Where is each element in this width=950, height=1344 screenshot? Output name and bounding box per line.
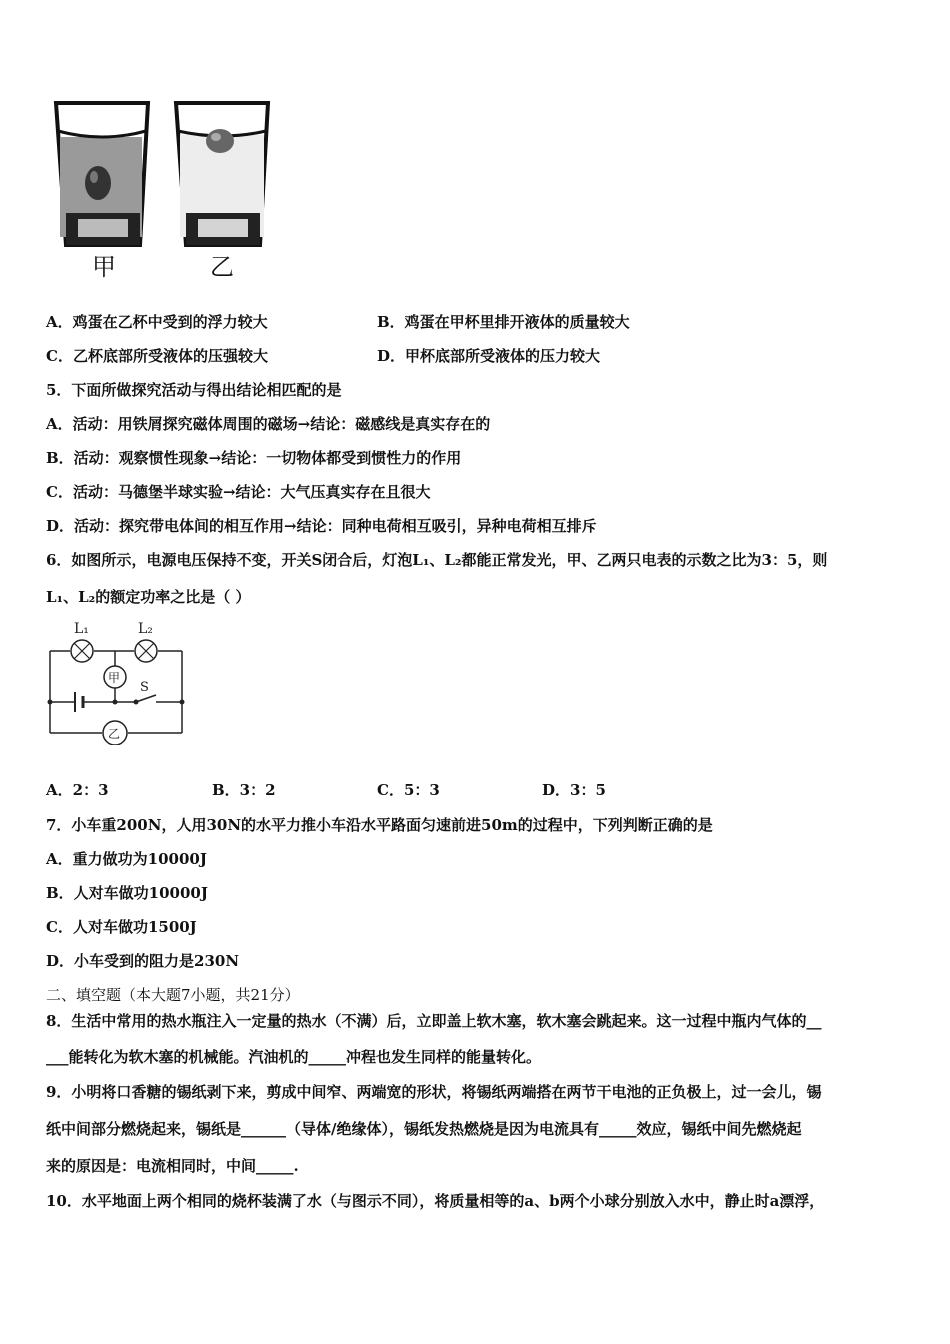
q7-option-a: A．重力做功为10000J: [46, 850, 207, 868]
q10-line1: 10．水平地面上两个相同的烧杯装满了水（与图示不同），将质量相等的a、b两个小球分别放入水中，静止时a漂浮，: [46, 1192, 825, 1210]
lamp-l2: [135, 640, 157, 662]
svg-text:甲: 甲: [108, 671, 121, 685]
q7-option-d: D．小车受到的阻力是230N: [46, 952, 240, 970]
q4-option-b: B．鸡蛋在甲杯里排开液体的质量较大: [377, 313, 630, 331]
label-jia: 甲: [92, 253, 116, 281]
q4-option-d: D．甲杯底部所受液体的压力较大: [377, 347, 601, 365]
q7-stem: 7．小车重200N，人用30N的水平力推小车沿水平路面匀速前进50m的过程中，下列判断正确的是: [46, 816, 713, 834]
label-switch: S: [140, 680, 149, 695]
circuit-diagram: [44, 615, 189, 745]
label-l1: L₁: [74, 621, 89, 637]
egg-floating: [206, 129, 234, 153]
q4-option-a: A．鸡蛋在乙杯中受到的浮力较大: [46, 313, 268, 331]
q9-line2: 纸中间部分燃烧起来，锡纸是______（导体/绝缘体），锡纸发热燃烧是因为电流具有_____效应，锡纸中间先燃烧起: [46, 1120, 802, 1138]
q5-option-b: B．活动：观察惯性现象→结论：一切物体都受到惯性力的作用: [46, 449, 462, 467]
q5-option-a: A．活动：用铁屑探究磁体周围的磁场→结论：磁感线是真实存在的: [46, 415, 491, 433]
q5-stem: 5．下面所做探究活动与得出结论相匹配的是: [46, 381, 342, 399]
svg-text:乙: 乙: [108, 727, 121, 741]
q8-line2: ___能转化为软木塞的机械能。汽油机的_____冲程也发生同样的能量转化。: [46, 1048, 542, 1066]
q6-option-a: A．2：3: [46, 781, 109, 799]
lamp-l1: [71, 640, 93, 662]
q7-option-b: B．人对车做功10000J: [46, 884, 208, 902]
q6-option-b: B．3：2: [212, 781, 276, 799]
q8-line1: 8．生活中常用的热水瓶注入一定量的热水（不满）后，立即盖上软木塞，软木塞会跳起来。这一过程中瓶内气体的__: [46, 1012, 822, 1030]
q9-line3: 来的原因是：电流相同时，中间_____.: [46, 1157, 299, 1175]
q7-option-c: C．人对车做功1500J: [46, 918, 197, 936]
q6-stem-line1: 6．如图所示，电源电压保持不变，开关S闭合后，灯泡L₁、L₂都能正常发光，甲、乙两只电表的示数之比为3：5，则: [46, 551, 828, 569]
label-l2: L₂: [138, 621, 153, 637]
q4-option-c: C．乙杯底部所受液体的压强较大: [46, 347, 268, 365]
beaker-yi: [176, 103, 268, 245]
beaker-jia: [56, 103, 148, 245]
label-yi: 乙: [210, 253, 234, 281]
q5-option-c: C．活动：马德堡半球实验→结论：大气压真实存在且很大: [46, 483, 431, 501]
q5-option-d: D．活动：探究带电体间的相互作用→结论：同种电荷相互吸引，异种电荷相互排斥: [46, 517, 597, 535]
egg-sunk: [85, 166, 111, 200]
meter-jia: [104, 666, 126, 688]
meter-yi: [103, 721, 127, 745]
q6-stem-line2: L₁、L₂的额定功率之比是（ ）: [46, 588, 251, 606]
beakers-figure: [48, 95, 278, 285]
q9-line1: 9．小明将口香糖的锡纸剥下来，剪成中间窄、两端宽的形状，将锡纸两端搭在两节干电池的正负极上，过一会儿，锡: [46, 1083, 822, 1101]
q6-option-c: C．5：3: [377, 781, 440, 799]
q6-option-d: D．3：5: [542, 781, 606, 799]
section-title-fill-in: 二、填空题（本大题7小题，共21分）: [46, 986, 300, 1004]
